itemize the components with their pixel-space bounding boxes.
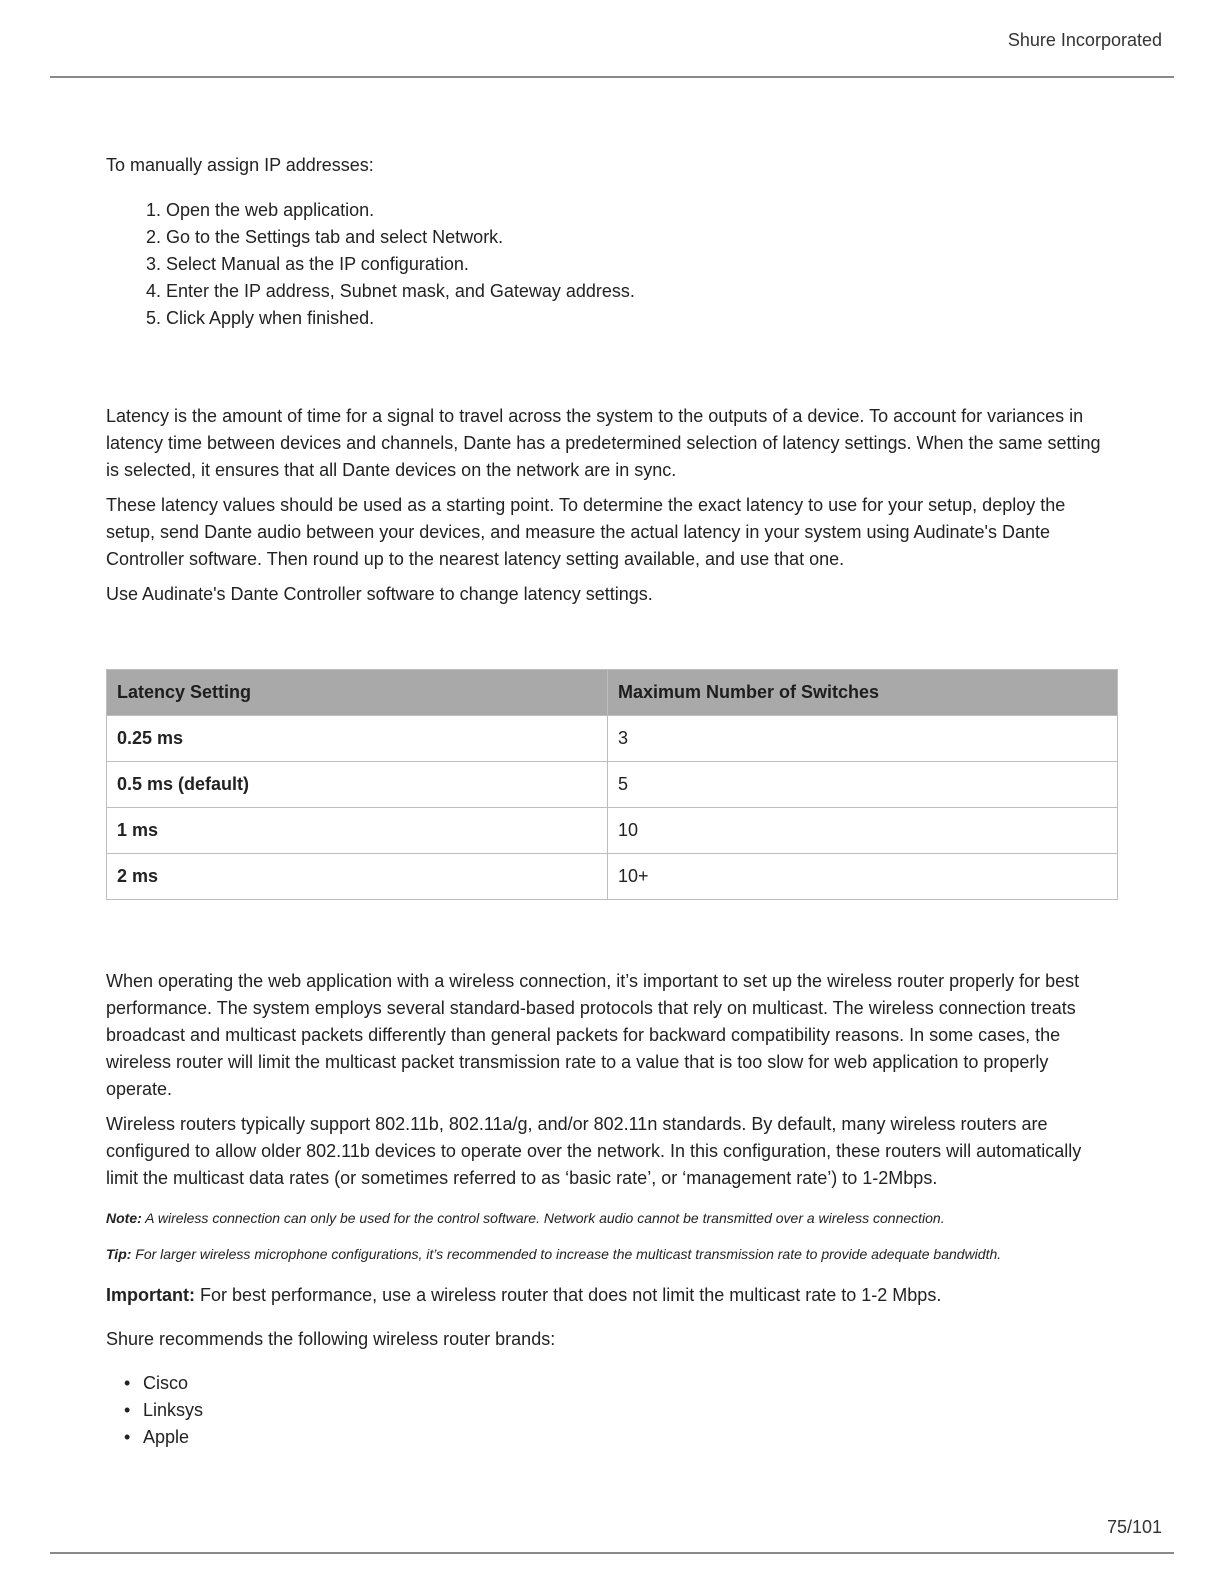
latency-paragraph: Use Audinate's Dante Controller software to change latency settings. <box>106 584 653 604</box>
table-row <box>107 854 1118 900</box>
latency-paragraph: Latency is the amount of time for a signal to travel across the system to the outputs of a device. To account for variances in latency time between devices and channels, Dante has a predetermined selection of latency settings. When the same setting is selected, it ensures that all Dante devices on the network are in sync. <box>106 406 1101 480</box>
footer-divider <box>50 1552 1174 1554</box>
step-item: 3. Select Manual as the IP configuration. <box>166 251 1118 278</box>
latency-setting-cell: 1 ms <box>107 808 608 854</box>
max-switches-cell: 10 <box>608 808 1118 854</box>
router-brand-list <box>106 1370 1118 1451</box>
table-row <box>107 808 1118 854</box>
router-recommend-intro: Shure recommends the following wireless router brands: <box>106 1329 556 1349</box>
manual-ip-steps <box>106 197 1118 332</box>
wireless-section <box>106 968 1118 1451</box>
table-header-row <box>107 670 1118 716</box>
wireless-paragraph: When operating the web application with a wireless connection, it’s important to set up the wireless router properly for best performance. The system employs several standard-based protocols that rely on multicast. The wireless connection treats broadcast and multicast packets differently than general packets for backward compatibility reasons. In some cases, the wireless router will limit the multicast packet transmission rate to a value that is too slow for web application to properly operate. <box>106 971 1080 1099</box>
header-latency-setting: Latency Setting <box>107 670 608 716</box>
step-item: 4. Enter the IP address, Subnet mask, and Gateway address. <box>166 278 1118 305</box>
list-item: • Apple <box>143 1424 1118 1451</box>
latency-setting-cell: 0.25 ms <box>107 716 608 762</box>
step-item: 1. Open the web application. <box>166 197 1118 224</box>
latency-table <box>106 669 1118 900</box>
table-row <box>107 716 1118 762</box>
tip-text: For larger wireless microphone configurations, it’s recommended to increase the multicast transmission rate to provide adequate bandwidth. <box>131 1246 1002 1262</box>
latency-section <box>106 403 1118 608</box>
note-callout <box>106 1208 1118 1228</box>
important-label: Important: <box>106 1285 195 1305</box>
note-label: Note: <box>106 1210 142 1226</box>
latency-setting-cell: 0.5 ms (default) <box>107 762 608 808</box>
latency-setting-cell: 2 ms <box>107 854 608 900</box>
important-callout <box>106 1282 1118 1309</box>
list-item: • Cisco <box>143 1370 1118 1397</box>
max-switches-cell: 10+ <box>608 854 1118 900</box>
important-text: For best performance, use a wireless router that does not limit the multicast rate to 1-2 Mbps. <box>195 1285 942 1305</box>
note-text: A wireless connection can only be used for the control software. Network audio cannot be transmitted over a wireless connection. <box>141 1210 945 1226</box>
tip-label: Tip: <box>106 1246 132 1262</box>
page-number: 75/101 <box>1106 1517 1162 1537</box>
page-content <box>106 152 1118 1451</box>
step-item: 2. Go to the Settings tab and select Network. <box>166 224 1118 251</box>
list-item: • Linksys <box>143 1397 1118 1424</box>
header-divider <box>50 76 1174 78</box>
wireless-paragraph: Wireless routers typically support 802.11b, 802.11a/g, and/or 802.11n standards. By default, many wireless routers are configured to allow older 802.11b devices to operate over the network. In this configuration, these routers will automatically limit the multicast data rates (or sometimes referred to as ‘basic rate’, or ‘management rate’) to 1-2Mbps. <box>106 1114 1082 1188</box>
header-company: Shure Incorporated <box>1007 30 1162 50</box>
step-item: 5. Click Apply when finished. <box>166 305 1118 332</box>
max-switches-cell: 3 <box>608 716 1118 762</box>
tip-callout <box>106 1244 1118 1264</box>
table-row <box>107 762 1118 808</box>
manual-ip-intro: To manually assign IP addresses: <box>106 155 374 175</box>
max-switches-cell: 5 <box>608 762 1118 808</box>
latency-paragraph: These latency values should be used as a starting point. To determine the exact latency to use for your setup, deploy the setup, send Dante audio between your devices, and measure the actual latency in your system using Audinate's Dante Controller software. Then round up to the nearest latency setting available, and use that one. <box>106 495 1066 569</box>
header-max-switches: Maximum Number of Switches <box>608 670 1118 716</box>
